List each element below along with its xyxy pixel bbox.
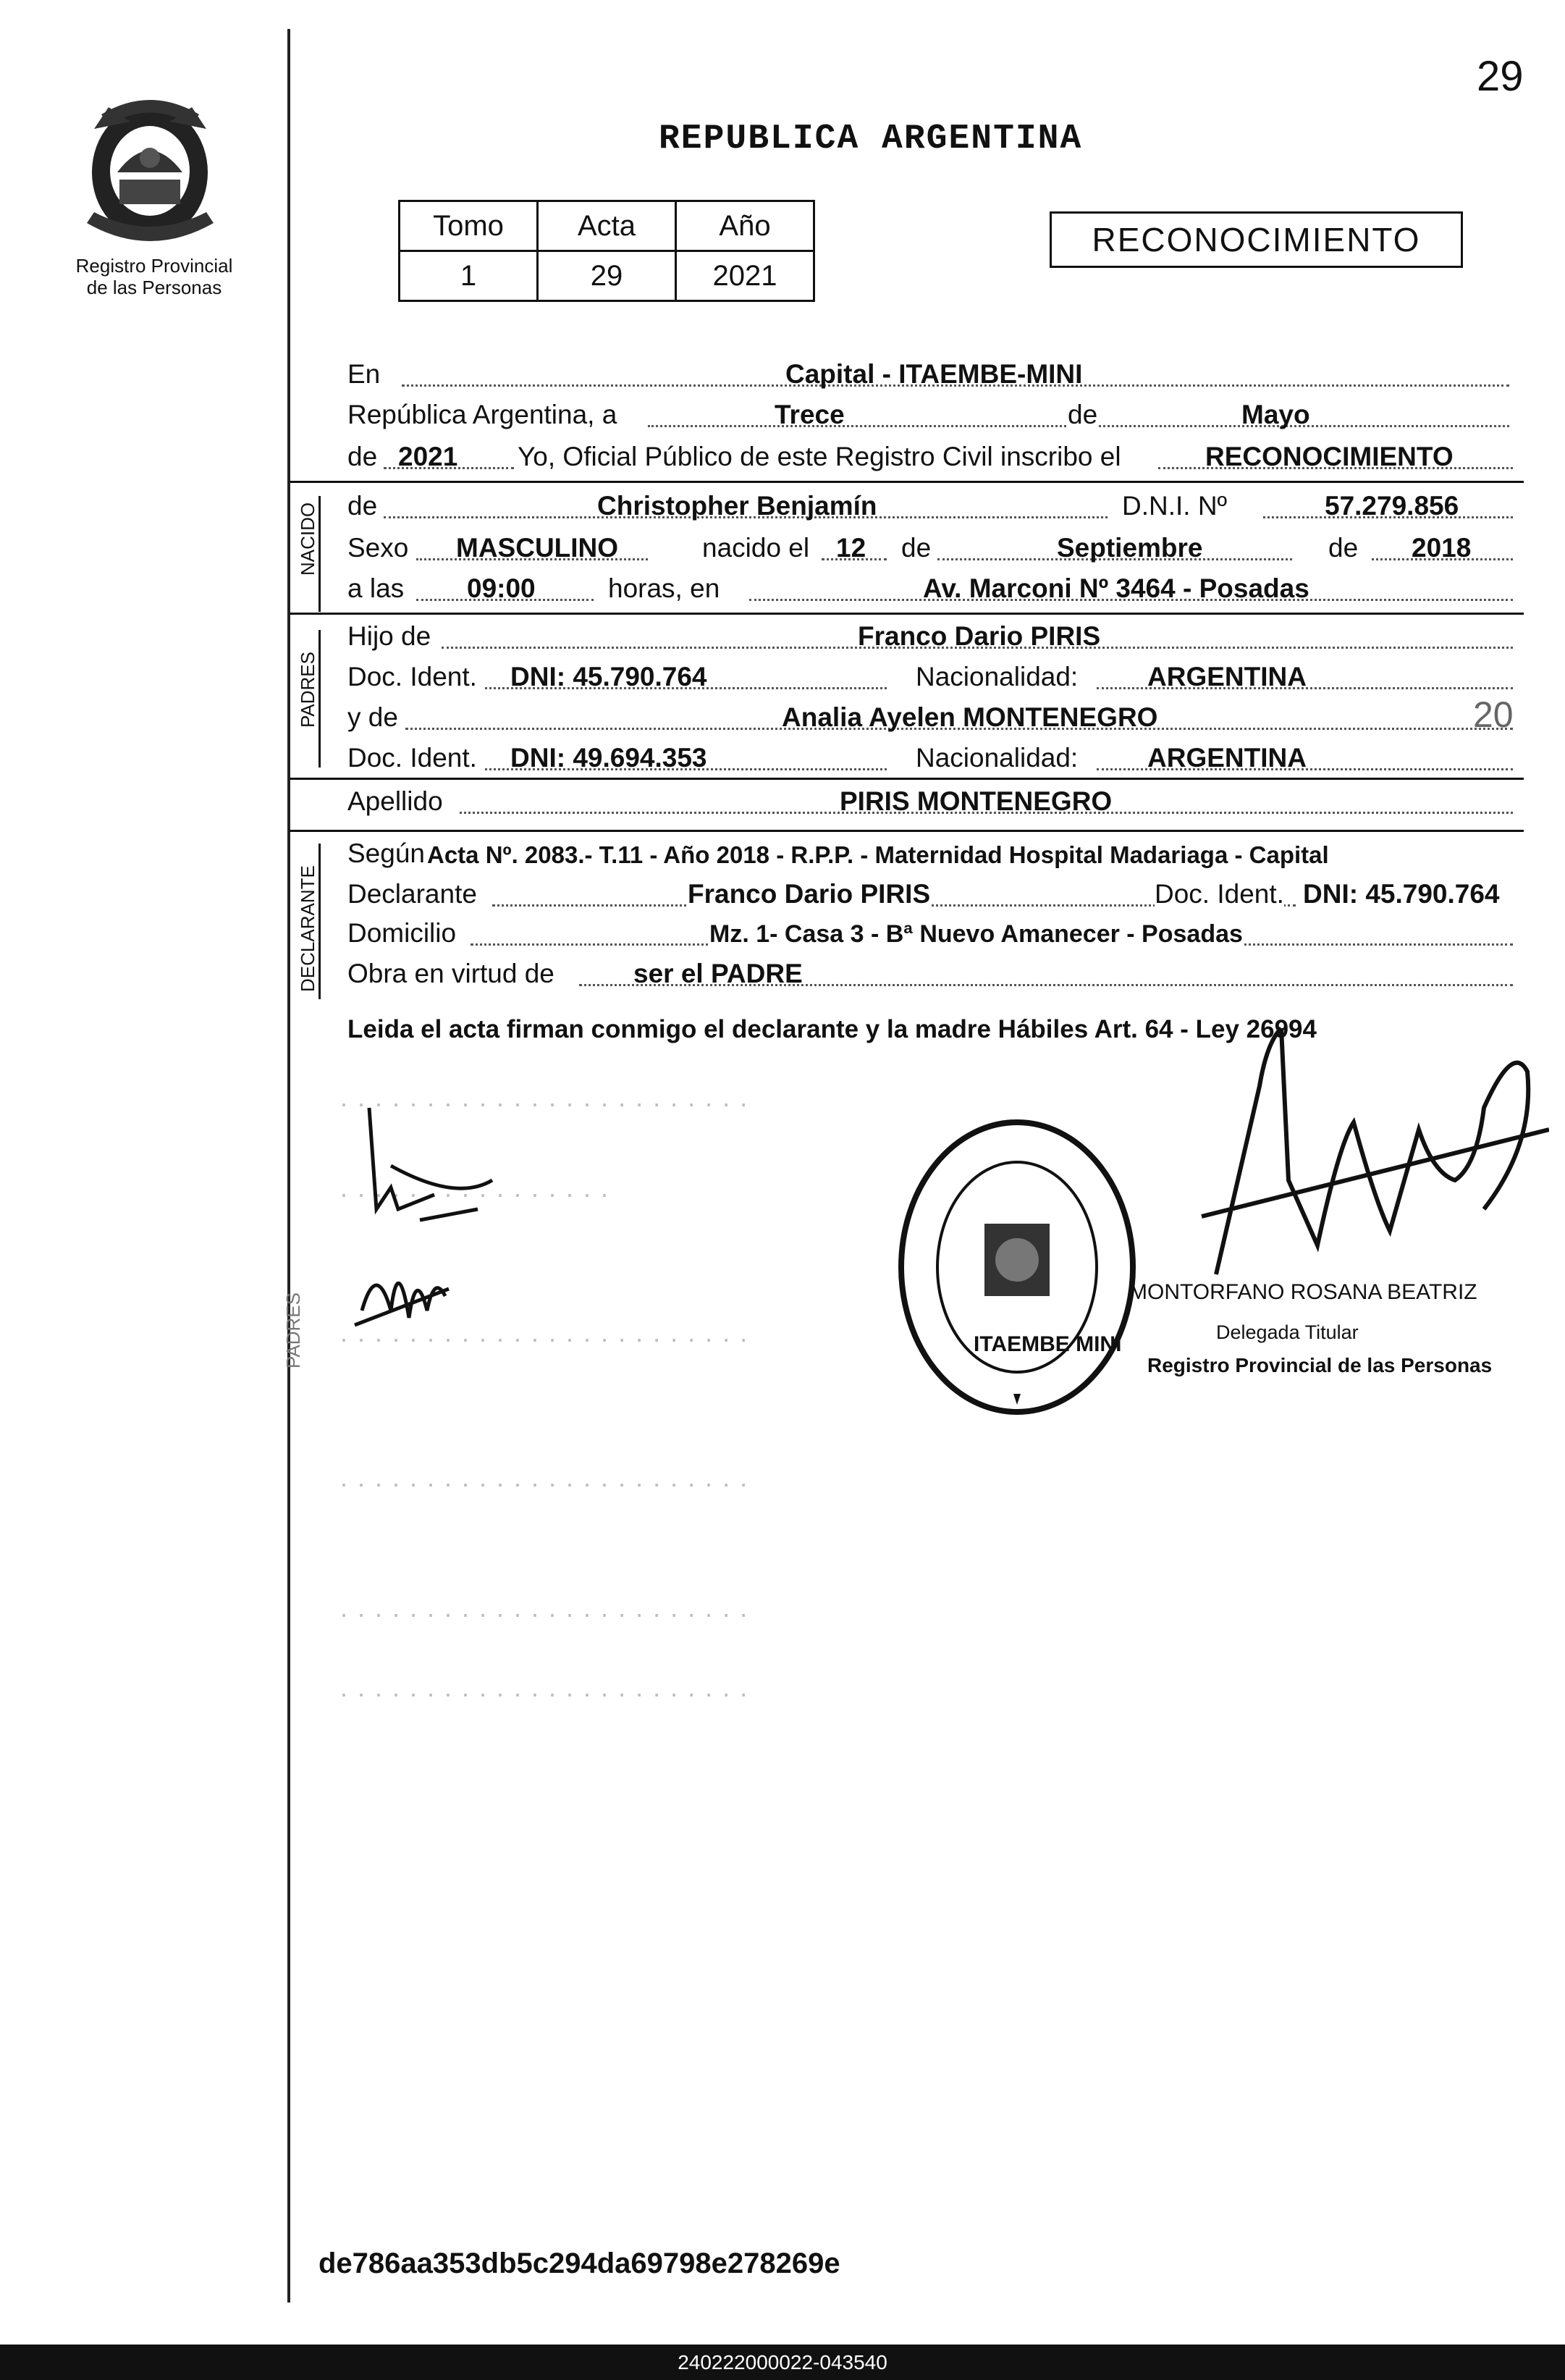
row-padre	[344, 614, 1524, 655]
label-dni: D.N.I. Nº	[1122, 491, 1228, 521]
label-hijo-de: Hijo de	[347, 621, 431, 651]
value-sexo: MASCULINO	[456, 533, 619, 563]
value-padre: Franco Dario PIRIS	[858, 621, 1101, 651]
label-apellido: Apellido	[347, 786, 443, 816]
page-number: 29	[1477, 53, 1524, 100]
bleed-through: . . . . . . . . . . . . . . . . . . . . . . . .	[340, 1082, 749, 1112]
registry-caption-line-1: Registro Provincial	[75, 255, 233, 277]
value-madre: Analia Ayelen MONTENEGRO	[782, 702, 1158, 732]
province-logo	[72, 85, 228, 256]
value-lugar-nac: Av. Marconi Nº 3464 - Posadas	[923, 573, 1309, 603]
row-doc-padre	[344, 655, 1524, 695]
record-type-box: RECONOCIMIENTO	[1050, 211, 1463, 268]
bleed-through: . . . . . . . . . . . . . . . . . . . . . . . .	[340, 1593, 749, 1623]
value-declarante: Franco Dario PIRIS	[688, 879, 931, 909]
seal-center-text: ITAEMBE MINI	[974, 1332, 1122, 1356]
label-doc-ident-padre: Doc. Ident.	[347, 662, 477, 691]
registry-caption-line-2: de las Personas	[86, 277, 222, 298]
mother-signature	[347, 1245, 463, 1347]
value-leida: Leida el acta firman conmigo el declarante y la madre Hábiles Art. 64 - Ley 26994	[347, 1015, 1317, 1043]
row-apellido	[344, 779, 1524, 820]
tomo-value: 1	[400, 251, 538, 301]
label-en: En	[347, 359, 381, 389]
value-hora: 09:00	[467, 573, 536, 603]
label-de-anio-nac: de	[1328, 533, 1359, 563]
value-dia-nac: 12	[836, 533, 866, 563]
section-padres-bleed: PADRES	[282, 1292, 304, 1368]
row-nombre	[344, 484, 1524, 524]
margin-line	[287, 29, 290, 2303]
footer-id: 240222000022-043540	[0, 2345, 1565, 2380]
anio-value: 2021	[676, 251, 814, 301]
acta-value: 29	[538, 251, 676, 301]
document-hash: de786aa353db5c294da69798e278269e	[319, 2247, 840, 2279]
row-lugar	[344, 352, 1524, 392]
value-dni-declarante: DNI: 45.790.764	[1303, 879, 1500, 909]
tomo-header: Tomo	[400, 201, 538, 251]
label-de-anio: de	[347, 442, 378, 471]
value-mes: Mayo	[1241, 400, 1310, 429]
officer-signature	[1173, 999, 1549, 1303]
value-nac-madre: ARGENTINA	[1147, 743, 1307, 773]
value-nombre: Christopher Benjamín	[597, 491, 877, 521]
value-mes-nac: Septiembre	[1057, 533, 1203, 563]
label-segun: Según	[347, 838, 425, 868]
row-doc-madre	[344, 736, 1524, 776]
label-a-las: a las	[347, 573, 405, 603]
row-obra	[344, 951, 1524, 992]
row-declarante	[344, 872, 1524, 912]
label-de-mes: de	[1068, 400, 1098, 429]
label-de-mes-nac: de	[901, 533, 932, 563]
row-segun	[344, 831, 1524, 872]
record-table	[398, 200, 815, 302]
margin-number: 20	[1473, 694, 1514, 735]
bleed-through: . . . . . . . . . . . . . . . . . . . . . . . .	[340, 1318, 749, 1347]
row-domicilio	[344, 911, 1524, 951]
label-doc-ident-madre: Doc. Ident.	[347, 743, 477, 773]
official-seal	[894, 1115, 1140, 1419]
label-declarante: Declarante	[347, 879, 477, 909]
officer-role: Delegada Titular	[1216, 1321, 1359, 1343]
label-domicilio: Domicilio	[347, 918, 457, 948]
row-madre	[344, 695, 1524, 736]
row-fecha	[344, 392, 1524, 433]
label-nacido-el: nacido el	[702, 533, 810, 563]
value-lugar: Capital - ITAEMBE-MINI	[785, 359, 1083, 389]
value-anio-nac: 2018	[1412, 533, 1472, 563]
label-nacionalidad-madre: Nacionalidad:	[916, 743, 1079, 773]
value-dni: 57.279.856	[1325, 491, 1459, 521]
bleed-through: . . . . . . . . . . . . . . . . . . . . . . . .	[340, 1673, 749, 1702]
section-declarante: DECLARANTE	[297, 865, 319, 992]
label-obra-en-virtud: Obra en virtud de	[347, 959, 554, 988]
officer-institution: Registro Provincial de las Personas	[1147, 1354, 1493, 1376]
row-hora	[344, 566, 1524, 607]
value-apellido: PIRIS MONTENEGRO	[840, 786, 1113, 816]
label-de-nombre: de	[347, 491, 378, 521]
row-inscribe	[344, 434, 1524, 475]
value-dni-padre: DNI: 45.790.764	[510, 662, 707, 691]
row-sexo	[344, 526, 1524, 566]
value-tipo: RECONOCIMIENTO	[1205, 442, 1454, 471]
value-dia: Trece	[775, 400, 845, 429]
label-sexo: Sexo	[347, 533, 409, 563]
value-obra: ser el PADRE	[633, 959, 803, 988]
value-dni-madre: DNI: 49.694.353	[510, 743, 707, 773]
bleed-through: . . . . . . . . . . . . . . . .	[340, 1173, 610, 1203]
value-domicilio: Mz. 1- Casa 3 - Bª Nuevo Amanecer - Posadas	[709, 920, 1243, 948]
section-nacido: NACIDO	[297, 502, 319, 576]
label-doc-ident-declarante: Doc. Ident.	[1155, 879, 1284, 909]
label-yo-oficial: Yo, Oficial Público de este Registro Civil inscribo el	[518, 442, 1121, 471]
value-nac-padre: ARGENTINA	[1147, 662, 1307, 691]
section-padres: PADRES	[297, 652, 319, 728]
declarant-signature	[347, 1101, 514, 1231]
acta-header: Acta	[538, 201, 676, 251]
value-anio: 2021	[398, 442, 458, 471]
label-republica: República Argentina, a	[347, 400, 617, 429]
label-y-de: y de	[347, 702, 398, 732]
value-segun: Acta Nº. 2083.- T.11 - Año 2018 - R.P.P. - Maternidad Hospital Madariaga - Capital	[427, 841, 1329, 868]
document-title: REPUBLICA ARGENTINA	[659, 119, 1083, 159]
label-nacionalidad-padre: Nacionalidad:	[916, 662, 1079, 691]
anio-header: Año	[676, 201, 814, 251]
registry-caption	[56, 255, 252, 298]
officer-name: MONTORFANO ROSANA BEATRIZ	[1129, 1280, 1477, 1304]
label-horas-en: horas, en	[608, 573, 720, 603]
bleed-through: . . . . . . . . . . . . . . . . . . . . . . . .	[340, 1463, 749, 1492]
